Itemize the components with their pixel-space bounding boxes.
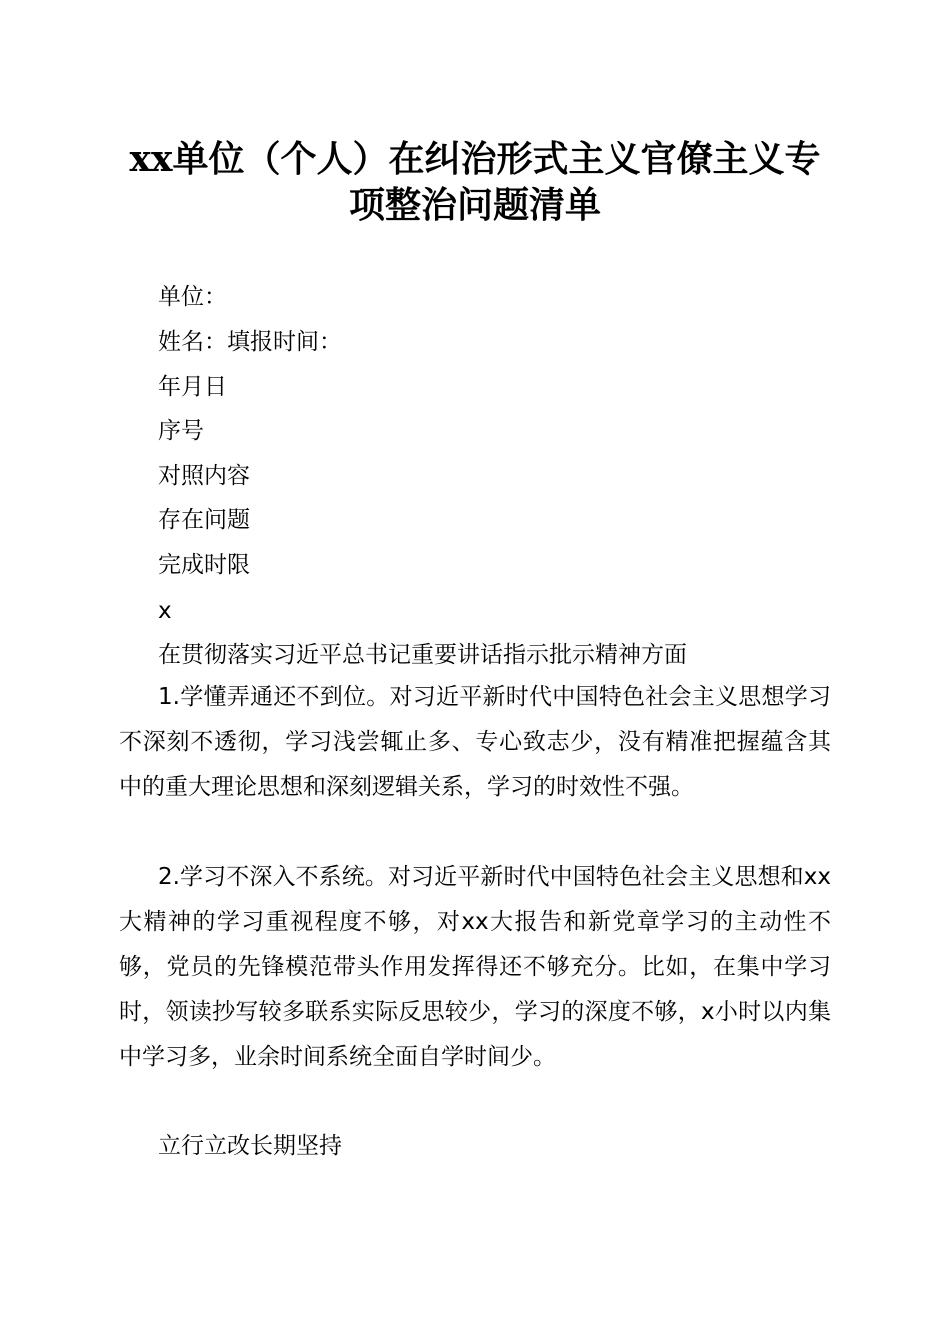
column-content: 对照内容	[158, 463, 250, 489]
deadline-value: 立行立改长期坚持	[158, 1133, 342, 1159]
serial-value: x	[158, 598, 172, 624]
problem-item-2: 2.学习不深入不系统。对习近平新时代中国特色社会主义思想和xx大精神的学习重视程度不够，对xx大报告和新党章学习的主动性不够，党员的先锋模范带头作用发挥得还不够充分。比如，在集中学习时，领读抄写较多联系实际反思较少，学习的深度不够，x小时以内集中学习多，业余时间系统全面自学时间少。	[119, 864, 831, 1070]
column-problem: 存在问题	[158, 507, 250, 533]
problem-item-1: 1.学懂弄通还不到位。对习近平新时代中国特色社会主义思想学习不深刻不透彻，学习浅尝辄止多、专心致志少，没有精准把握蕴含其中的重大理论思想和深刻逻辑关系，学习的时效性不强。	[119, 684, 831, 800]
section-heading: 在贯彻落实习近平总书记重要讲话指示批示精神方面	[158, 642, 687, 668]
name-time-label: 姓名：填报时间：	[158, 329, 342, 355]
document-title-line-1: xx单位（个人）在纠治形式主义官僚主义专	[129, 138, 821, 180]
unit-label: 单位：	[158, 284, 227, 310]
column-serial: 序号	[158, 418, 204, 444]
column-deadline: 完成时限	[158, 552, 250, 578]
document-title-line-2: 项整治问题清单	[348, 184, 601, 226]
date-label: 年月日	[158, 374, 227, 400]
